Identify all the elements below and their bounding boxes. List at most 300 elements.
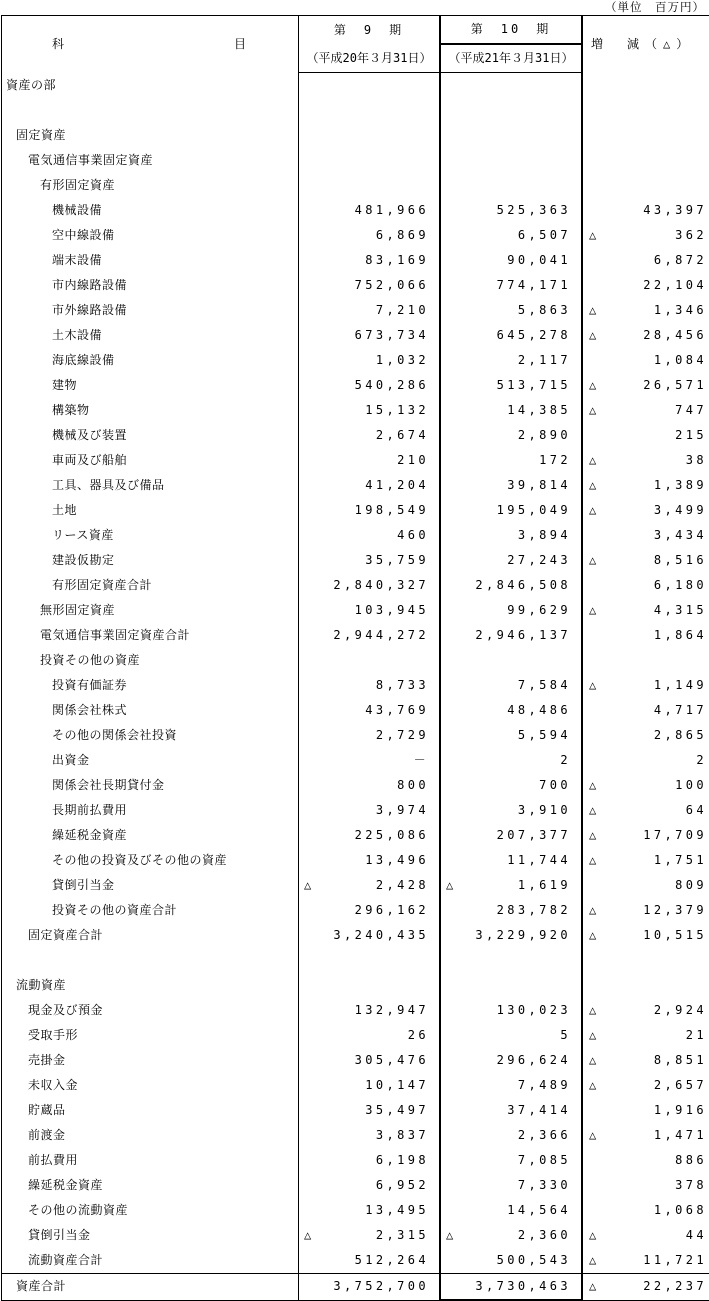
diff-cell-value: 43,397: [643, 198, 707, 223]
account-label-text: 流動資産: [16, 978, 66, 992]
period9-cell: [299, 898, 441, 923]
period9-cell: [299, 348, 441, 373]
table-row: [2, 348, 709, 373]
negative-mark: [441, 723, 446, 748]
diff-cell: [582, 698, 709, 723]
period9-cell: [299, 923, 441, 948]
period9-cell: [299, 798, 441, 823]
period9-cell-value: －: [414, 748, 429, 773]
negative-mark: [299, 848, 304, 873]
account-label-text: 有形固定資産合計: [52, 578, 152, 592]
period10-cell: [440, 648, 582, 673]
period9-cell-value: 3,837: [376, 1123, 429, 1148]
negative-mark: [583, 348, 589, 373]
period9-cell: [299, 473, 441, 498]
negative-mark: △: [583, 773, 596, 798]
account-label-text: 有形固定資産: [40, 178, 115, 192]
period10-cell: [440, 323, 582, 348]
period9-cell-value: 540,286: [355, 373, 429, 398]
negative-mark: [441, 698, 446, 723]
diff-cell: [582, 973, 709, 998]
table-row: [2, 773, 709, 798]
negative-mark: [583, 1148, 589, 1173]
negative-mark: [583, 248, 589, 273]
negative-mark: [441, 548, 446, 573]
period9-cell-value: 2,674: [376, 423, 429, 448]
diff-cell: [582, 873, 709, 898]
diff-cell: [582, 1198, 709, 1223]
period10-cell: [440, 423, 582, 448]
table-row: [2, 123, 709, 148]
account-label: [2, 1173, 299, 1198]
diff-cell: [582, 1274, 709, 1301]
account-label-text: 海底線設備: [52, 353, 115, 367]
period9-cell: [299, 673, 441, 698]
negative-mark: △: [583, 923, 596, 948]
account-label: [2, 1123, 299, 1148]
period10-cell: [440, 398, 582, 423]
account-label: [2, 648, 299, 673]
account-label-text: 貯蔵品: [28, 1103, 66, 1117]
diff-cell-value: 21: [686, 1023, 707, 1048]
negative-mark: [441, 198, 446, 223]
period10-cell-value: 2,117: [518, 348, 571, 373]
account-label-text: 固定資産: [16, 128, 66, 142]
account-label-text: 前渡金: [28, 1128, 66, 1142]
negative-mark: △: [583, 898, 596, 923]
diff-cell: [582, 298, 709, 323]
period10-cell: [440, 473, 582, 498]
negative-mark: [441, 348, 446, 373]
period9-cell-value: 2,944,272: [333, 623, 429, 648]
negative-mark: [583, 1198, 589, 1223]
diff-cell: [582, 198, 709, 223]
account-label: [2, 1274, 299, 1301]
period10-cell: [440, 698, 582, 723]
period10-cell-value: 3,910: [518, 798, 571, 823]
negative-mark: △: [583, 223, 596, 248]
negative-mark: [583, 873, 589, 898]
diff-cell: [582, 923, 709, 948]
diff-cell-value: 17,709: [643, 823, 707, 848]
diff-cell-value: 22,104: [643, 273, 707, 298]
negative-mark: [441, 473, 446, 498]
period10-cell-value: 7,584: [518, 673, 571, 698]
table-row: [2, 173, 709, 198]
negative-mark: [299, 623, 304, 648]
period10-cell: [440, 973, 582, 998]
negative-mark: [299, 348, 304, 373]
negative-mark: [441, 623, 446, 648]
diff-cell-value: 747: [675, 398, 707, 423]
header-diff: 増 減（△）: [582, 16, 709, 73]
period9-cell-value: 41,204: [365, 473, 429, 498]
diff-cell-value: 378: [675, 1173, 707, 1198]
table-row: [2, 448, 709, 473]
period9-cell-value: 512,264: [355, 1248, 429, 1273]
account-label-text: 流動資産合計: [28, 1253, 103, 1267]
negative-mark: [299, 798, 304, 823]
negative-mark: △: [583, 448, 596, 473]
negative-mark: [299, 198, 304, 223]
negative-mark: △: [583, 823, 596, 848]
account-label: [2, 873, 299, 898]
period10-cell: [440, 198, 582, 223]
unit-label: （単位 百万円）: [605, 0, 705, 14]
diff-cell-value: 1,751: [654, 848, 707, 873]
account-label-text: 市外線路設備: [52, 303, 127, 317]
period9-cell: [299, 773, 441, 798]
period9-cell: [299, 873, 441, 898]
negative-mark: [583, 1098, 589, 1123]
period9-cell: [299, 1023, 441, 1048]
period9-cell: [299, 298, 441, 323]
period10-cell-value: 525,363: [497, 198, 571, 223]
period10-cell: [440, 773, 582, 798]
period9-cell: [299, 723, 441, 748]
account-label: [2, 548, 299, 573]
negative-mark: [441, 673, 446, 698]
table-row: [2, 548, 709, 573]
period10-cell-value: 3,229,920: [475, 923, 571, 948]
table-row: [2, 898, 709, 923]
period9-cell-value: 13,495: [365, 1198, 429, 1223]
negative-mark: △: [583, 798, 596, 823]
diff-cell: [582, 448, 709, 473]
account-label: [2, 248, 299, 273]
account-label: [2, 598, 299, 623]
period10-cell: [440, 748, 582, 773]
period9-cell: [299, 123, 441, 148]
negative-mark: [299, 923, 304, 948]
diff-cell: [582, 398, 709, 423]
period10-cell-value: 14,385: [507, 398, 571, 423]
table-row: [2, 623, 709, 648]
period10-cell: [440, 498, 582, 523]
account-label-text: 建物: [52, 378, 77, 392]
account-label: [2, 823, 299, 848]
diff-cell-value: 64: [686, 798, 707, 823]
diff-cell: [582, 348, 709, 373]
period10-cell: [440, 73, 582, 99]
period10-cell: [440, 1123, 582, 1148]
negative-mark: [583, 198, 589, 223]
negative-mark: [441, 898, 446, 923]
period10-cell: [440, 673, 582, 698]
negative-mark: [299, 748, 304, 773]
negative-mark: △: [583, 1023, 596, 1048]
period9-cell: [299, 223, 441, 248]
table-row: [2, 1023, 709, 1048]
period9-cell-value: 13,496: [365, 848, 429, 873]
period10-cell: [440, 1173, 582, 1198]
diff-cell: [582, 1148, 709, 1173]
account-label: [2, 348, 299, 373]
diff-cell-value: 1,346: [654, 298, 707, 323]
diff-cell-value: 4,315: [654, 598, 707, 623]
negative-mark: [299, 448, 304, 473]
period9-cell: [299, 373, 441, 398]
spacer-cell: [582, 948, 709, 973]
period10-cell-value: 5,863: [518, 298, 571, 323]
negative-mark: [299, 1098, 304, 1123]
diff-cell-value: 2,924: [654, 998, 707, 1023]
diff-cell-value: 4,717: [654, 698, 707, 723]
period10-cell: [440, 123, 582, 148]
header-account: [2, 16, 299, 73]
period10-cell: [440, 873, 582, 898]
table-row: [2, 1198, 709, 1223]
diff-cell-value: 8,516: [654, 548, 707, 573]
negative-mark: [441, 498, 446, 523]
period9-cell: [299, 173, 441, 198]
period10-cell-value: 172: [539, 448, 571, 473]
negative-mark: △: [441, 873, 453, 898]
account-label-text: 貸倒引当金: [52, 878, 115, 892]
period10-cell: [440, 348, 582, 373]
period10-cell-value: 1,619: [518, 873, 571, 898]
diff-cell: [582, 1073, 709, 1098]
account-label: [2, 148, 299, 173]
account-label: [2, 723, 299, 748]
table-row: [2, 1173, 709, 1198]
period10-cell: [440, 998, 582, 1023]
period9-cell-value: 132,947: [355, 998, 429, 1023]
negative-mark: [583, 623, 589, 648]
table-row: [2, 323, 709, 348]
period9-cell: [299, 548, 441, 573]
negative-mark: △: [299, 873, 311, 898]
account-label-text: 長期前払費用: [52, 803, 127, 817]
diff-cell: [582, 148, 709, 173]
period10-cell-value: 27,243: [507, 548, 571, 573]
diff-cell: [582, 223, 709, 248]
diff-cell-value: 26,571: [643, 373, 707, 398]
diff-cell-value: 2,657: [654, 1073, 707, 1098]
account-label-text: 資産の部: [6, 78, 56, 92]
period9-cell-value: 673,734: [355, 323, 429, 348]
period9-cell-value: 752,066: [355, 273, 429, 298]
period9-cell-value: 6,869: [376, 223, 429, 248]
diff-cell-value: 1,864: [654, 623, 707, 648]
negative-mark: [299, 298, 304, 323]
period9-cell: [299, 73, 441, 99]
account-label: [2, 473, 299, 498]
negative-mark: [441, 748, 446, 773]
negative-mark: △: [299, 1223, 311, 1248]
diff-cell: [582, 748, 709, 773]
period9-cell-value: 198,549: [355, 498, 429, 523]
period9-cell: [299, 148, 441, 173]
table-row: [2, 223, 709, 248]
period10-cell: [440, 1073, 582, 1098]
table-row: [2, 973, 709, 998]
period10-cell-value: 3,894: [518, 523, 571, 548]
table-row: [2, 798, 709, 823]
negative-mark: △: [583, 998, 596, 1023]
negative-mark: [441, 1048, 446, 1073]
account-label-text: 繰延税金資産: [52, 828, 127, 842]
period10-cell: [440, 923, 582, 948]
period9-cell-value: 1,032: [376, 348, 429, 373]
period9-cell-value: 8,733: [376, 673, 429, 698]
period10-cell-value: 513,715: [497, 373, 571, 398]
table-row: [2, 148, 709, 173]
account-label: [2, 323, 299, 348]
table-row: [2, 198, 709, 223]
period10-cell: [440, 223, 582, 248]
negative-mark: [299, 773, 304, 798]
account-label-text: その他の関係会社投資: [52, 728, 177, 742]
table-row: [2, 1048, 709, 1073]
period10-cell-value: 99,629: [507, 598, 571, 623]
negative-mark: [441, 323, 446, 348]
period9-cell-value: 103,945: [355, 598, 429, 623]
table-row: [2, 423, 709, 448]
diff-cell-value: 809: [675, 873, 707, 898]
account-label-text: 電気通信事業固定資産: [28, 153, 153, 167]
table-row: [2, 498, 709, 523]
negative-mark: [441, 798, 446, 823]
period10-cell-value: 195,049: [497, 498, 571, 523]
diff-cell: [582, 173, 709, 198]
spacer-cell: [582, 98, 709, 123]
diff-cell: [582, 1048, 709, 1073]
header-account-right: 目: [234, 31, 248, 58]
account-label-text: 固定資産合計: [28, 928, 103, 942]
negative-mark: [441, 773, 446, 798]
diff-cell-value: 1,084: [654, 348, 707, 373]
period9-cell: [299, 848, 441, 873]
period10-cell-value: 5,594: [518, 723, 571, 748]
diff-cell: [582, 498, 709, 523]
negative-mark: [441, 523, 446, 548]
account-label: [2, 1223, 299, 1248]
negative-mark: [441, 448, 446, 473]
diff-cell-value: 1,471: [654, 1123, 707, 1148]
period9-cell-value: 296,162: [355, 898, 429, 923]
period9-cell: [299, 248, 441, 273]
period10-cell-value: 48,486: [507, 698, 571, 723]
negative-mark: [299, 1123, 304, 1148]
header-period10: 第 10 期: [440, 16, 582, 45]
period9-cell-value: 210: [397, 448, 429, 473]
table-row: [2, 748, 709, 773]
account-label: [2, 623, 299, 648]
diff-cell: [582, 848, 709, 873]
diff-cell-value: 1,389: [654, 473, 707, 498]
negative-mark: [299, 1248, 304, 1273]
table-row: [2, 873, 709, 898]
diff-cell: [582, 73, 709, 99]
diff-cell-value: 10,515: [643, 923, 707, 948]
period9-cell: [299, 1223, 441, 1248]
account-label: [2, 448, 299, 473]
account-label: [2, 773, 299, 798]
account-label: [2, 523, 299, 548]
spacer-cell: [299, 98, 441, 123]
period10-cell-value: 2,360: [518, 1223, 571, 1248]
negative-mark: △: [583, 673, 596, 698]
period10-cell-value: 2: [560, 748, 571, 773]
period10-cell-value: 700: [539, 773, 571, 798]
header-period10-date: （平成21年３月31日）: [440, 44, 582, 73]
account-label-text: 建設仮勘定: [52, 553, 115, 567]
period9-cell-value: 6,198: [376, 1148, 429, 1173]
negative-mark: [583, 273, 589, 298]
diff-cell: [582, 373, 709, 398]
period10-cell-value: 645,278: [497, 323, 571, 348]
period10-cell: [440, 448, 582, 473]
diff-cell-value: 1,149: [654, 673, 707, 698]
account-label: [2, 1073, 299, 1098]
period9-cell: [299, 1274, 441, 1301]
table-row: [2, 273, 709, 298]
negative-mark: [299, 1198, 304, 1223]
negative-mark: △: [583, 373, 596, 398]
negative-mark: [441, 998, 446, 1023]
account-label: [2, 1248, 299, 1274]
account-label: [2, 998, 299, 1023]
negative-mark: △: [583, 473, 596, 498]
diff-cell: [582, 1223, 709, 1248]
diff-cell: [582, 723, 709, 748]
period9-cell-value: 83,169: [365, 248, 429, 273]
table-row: [2, 398, 709, 423]
period10-cell: [440, 1148, 582, 1173]
negative-mark: [583, 723, 589, 748]
diff-cell-value: 44: [686, 1223, 707, 1248]
period10-cell: [440, 1223, 582, 1248]
account-label: [2, 1148, 299, 1173]
table-row: [2, 248, 709, 273]
period9-cell-value: 6,952: [376, 1173, 429, 1198]
account-label-text: 売掛金: [28, 1053, 66, 1067]
period9-cell-value: 3,752,700: [333, 1274, 429, 1299]
period9-cell-value: 15,132: [365, 398, 429, 423]
diff-cell: [582, 1098, 709, 1123]
negative-mark: △: [583, 598, 596, 623]
negative-mark: △: [583, 323, 596, 348]
diff-cell: [582, 548, 709, 573]
period9-cell-value: 10,147: [365, 1073, 429, 1098]
period10-cell-value: 130,023: [497, 998, 571, 1023]
table-row: [2, 473, 709, 498]
negative-mark: [299, 998, 304, 1023]
period10-cell-value: 7,330: [518, 1173, 571, 1198]
period9-cell-value: 35,759: [365, 548, 429, 573]
account-label-text: リース資産: [52, 528, 114, 542]
period9-cell: [299, 1098, 441, 1123]
diff-cell-value: 38: [686, 448, 707, 473]
negative-mark: [441, 823, 446, 848]
diff-cell: [582, 998, 709, 1023]
period9-cell: [299, 498, 441, 523]
account-label-text: 土木設備: [52, 328, 102, 342]
account-label: [2, 898, 299, 923]
account-label: [2, 748, 299, 773]
diff-cell-value: 12,379: [643, 898, 707, 923]
account-label-text: 機械設備: [52, 203, 102, 217]
period9-cell: [299, 573, 441, 598]
spacer-cell: [299, 948, 441, 973]
account-label: [2, 498, 299, 523]
account-label-text: 電気通信事業固定資産合計: [40, 628, 190, 642]
diff-cell: [582, 773, 709, 798]
period10-cell: [440, 173, 582, 198]
period9-cell: [299, 1123, 441, 1148]
account-label-text: 資産合計: [16, 1279, 66, 1293]
